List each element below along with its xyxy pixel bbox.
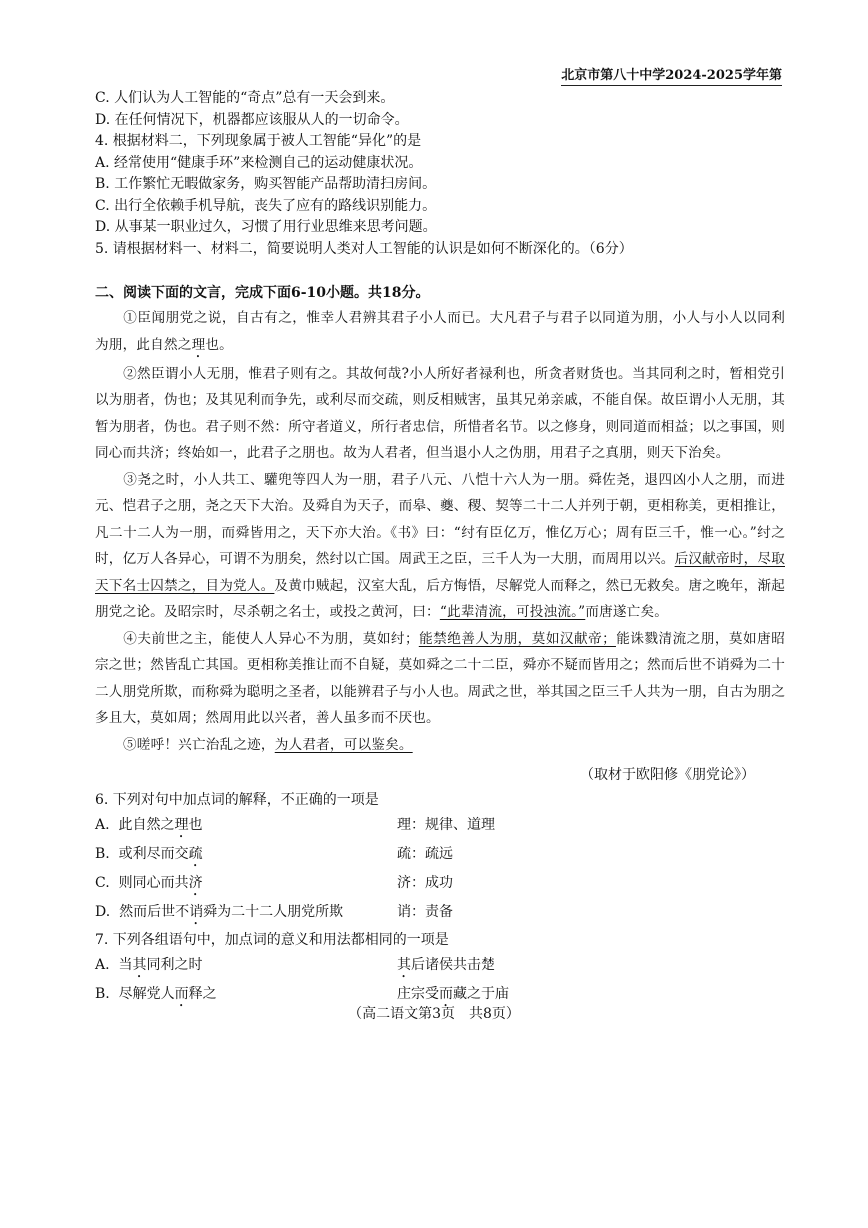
q6-option-d: D. 然而后世不诮舜为二十二人朋党所欺 诮：责备: [95, 904, 453, 920]
section2-title: 二、阅读下面的文言，完成下面6-10小题。共18分。: [95, 285, 430, 301]
part1-block: [95, 88, 785, 260]
underlined-sentence-1: 后汉献帝时，尽取天下名士囚禁之，目为党人。: [95, 551, 785, 594]
q3-option-c: C. 人们认为人工智能的“奇点”总有一天会到来。: [95, 90, 395, 106]
q4-option-b: B. 工作繁忙无暇做家务，购买智能产品帮助清扫房间。: [95, 176, 437, 192]
underlined-sentence-3: 能禁绝善人为朋，莫如汉献帝；: [418, 630, 616, 647]
q6-stem: 6. 下列对句中加点词的解释，不正确的一项是: [95, 792, 379, 808]
passage-paragraph-1: ①臣闻朋党之说，自古有之，惟幸人君辨其君子小人而已。大凡君子与君子以同道为朋，小人与小人以同利为朋，此自然之理也。: [95, 310, 785, 353]
underlined-sentence-4: 为人君者，可以鉴矣。: [274, 736, 413, 753]
passage-source: （取材于欧阳修《朋党论》）: [580, 767, 755, 783]
dotted-word: 理: [191, 336, 206, 353]
q6-option-b: B. 或利尽而交疏 疏：疏远: [95, 846, 453, 862]
underlined-sentence-2: “此辈清流，可投浊流。”: [439, 604, 586, 620]
school-header: 北京市第八十中学2024-2025学年第: [561, 64, 782, 86]
q6-option-c: C. 则同心而共济 济：成功: [95, 875, 453, 891]
q7-option-a: A. 当其同利之时 其后诸侯共击楚: [95, 957, 495, 973]
q4-option-d: D. 从事某一职业过久，习惯了用行业思维来思考问题。: [95, 219, 437, 235]
page-content: [95, 88, 785, 1010]
q3-option-d: D. 在任何情况下，机器都应该服从人的一切命令。: [95, 111, 409, 128]
q7-option-b: B. 尽解党人而释之 庄宗受而藏之于庙: [95, 986, 509, 1002]
q4-option-c: C. 出行全依赖手机导航，丧失了应有的路线识别能力。: [95, 197, 437, 214]
passage-paragraph-3: ③尧之时，小人共工、驩兜等四人为一朋，君子八元、八恺十六人为一朋。舜佐尧，退四凶小人之朋，而进元、恺君子之朋，尧之天下大治。及舜自为天子，而皋、夔、稷、契等二十二人并列于朝，更相称美，更相推让，凡二十二人为一朋，而舜皆用之，天下亦大治。《书》曰：“纣有臣亿万，惟亿万心；周有臣三千，惟一心。”纣之时，亿万人各异心，可谓不为朋矣，然纣以亡国。周武王之臣，三千人为一大朋，而周用以兴。后汉献帝时，尽取天下名士囚禁之，目为党人。及黄巾贼起，汉室大乱，后方悔悟，尽解党人而释之，然已无救矣。唐之晚年，渐起朋党之论。及昭宗时，尽杀朝之名士，或投之黄河，曰：“此辈清流，可投浊流。”而唐遂亡矣。: [95, 471, 785, 620]
q4-stem: 4. 根据材料二，下列现象属于被人工智能“异化”的是: [95, 133, 422, 149]
q4-option-a: A. 经常使用“健康手环”来检测自己的运动健康状况。: [95, 154, 423, 171]
passage-paragraph-5: ⑤嗟呼！兴亡治乱之迹，为人君者，可以鉴矣。: [123, 736, 413, 753]
passage-paragraph-2: ②然臣谓小人无朋，惟君子则有之。其故何哉?小人所好者禄利也，所贪者财货也。当其同利之时，暂相党引以为朋者，伪也；及其见利而争先，或利尽而交疏，则反相贼害，虽其兄弟亲戚，不能自保。故臣谓小人无朋，其暂为朋者，伪也。君子则不然：所守者道义，所行者忠信，所惜者名节。以之修身，则同道而相益；以之事国，则同心而共济；终始如一，此君子之朋也。故为人君者，但当退小人之伪朋，用君子之真朋，则天下治矣。: [95, 365, 785, 461]
page-footer: （高二语文第3页 共8页）: [348, 1006, 520, 1022]
q7-stem: 7. 下列各组语句中，加点词的意义和用法都相同的一项是: [95, 932, 449, 948]
passage-paragraph-4: ④夫前世之主，能使人人异心不为朋，莫如纣；能禁绝善人为朋，莫如汉献帝；能诛戮清流之朋，莫如唐昭宗之世；然皆乱亡其国。更相称美推让而不自疑，莫如舜之二十二臣，舜亦不疑而皆用之；然而后世不诮舜为二十二人朋党所欺，而称舜为聪明之圣者，以能辨君子与小人也。周武之世，举其国之臣三千人共为一朋，自古为朋之多且大，莫如周；然周用此以兴者，善人虽多而不厌也。: [95, 630, 785, 726]
q5-stem: 5. 请根据材料一、材料二，简要说明人类对人工智能的认识是如何不断深化的。（6分）: [95, 240, 633, 257]
q6-option-a: A. 此自然之理也 理：规律、道理: [95, 817, 495, 833]
